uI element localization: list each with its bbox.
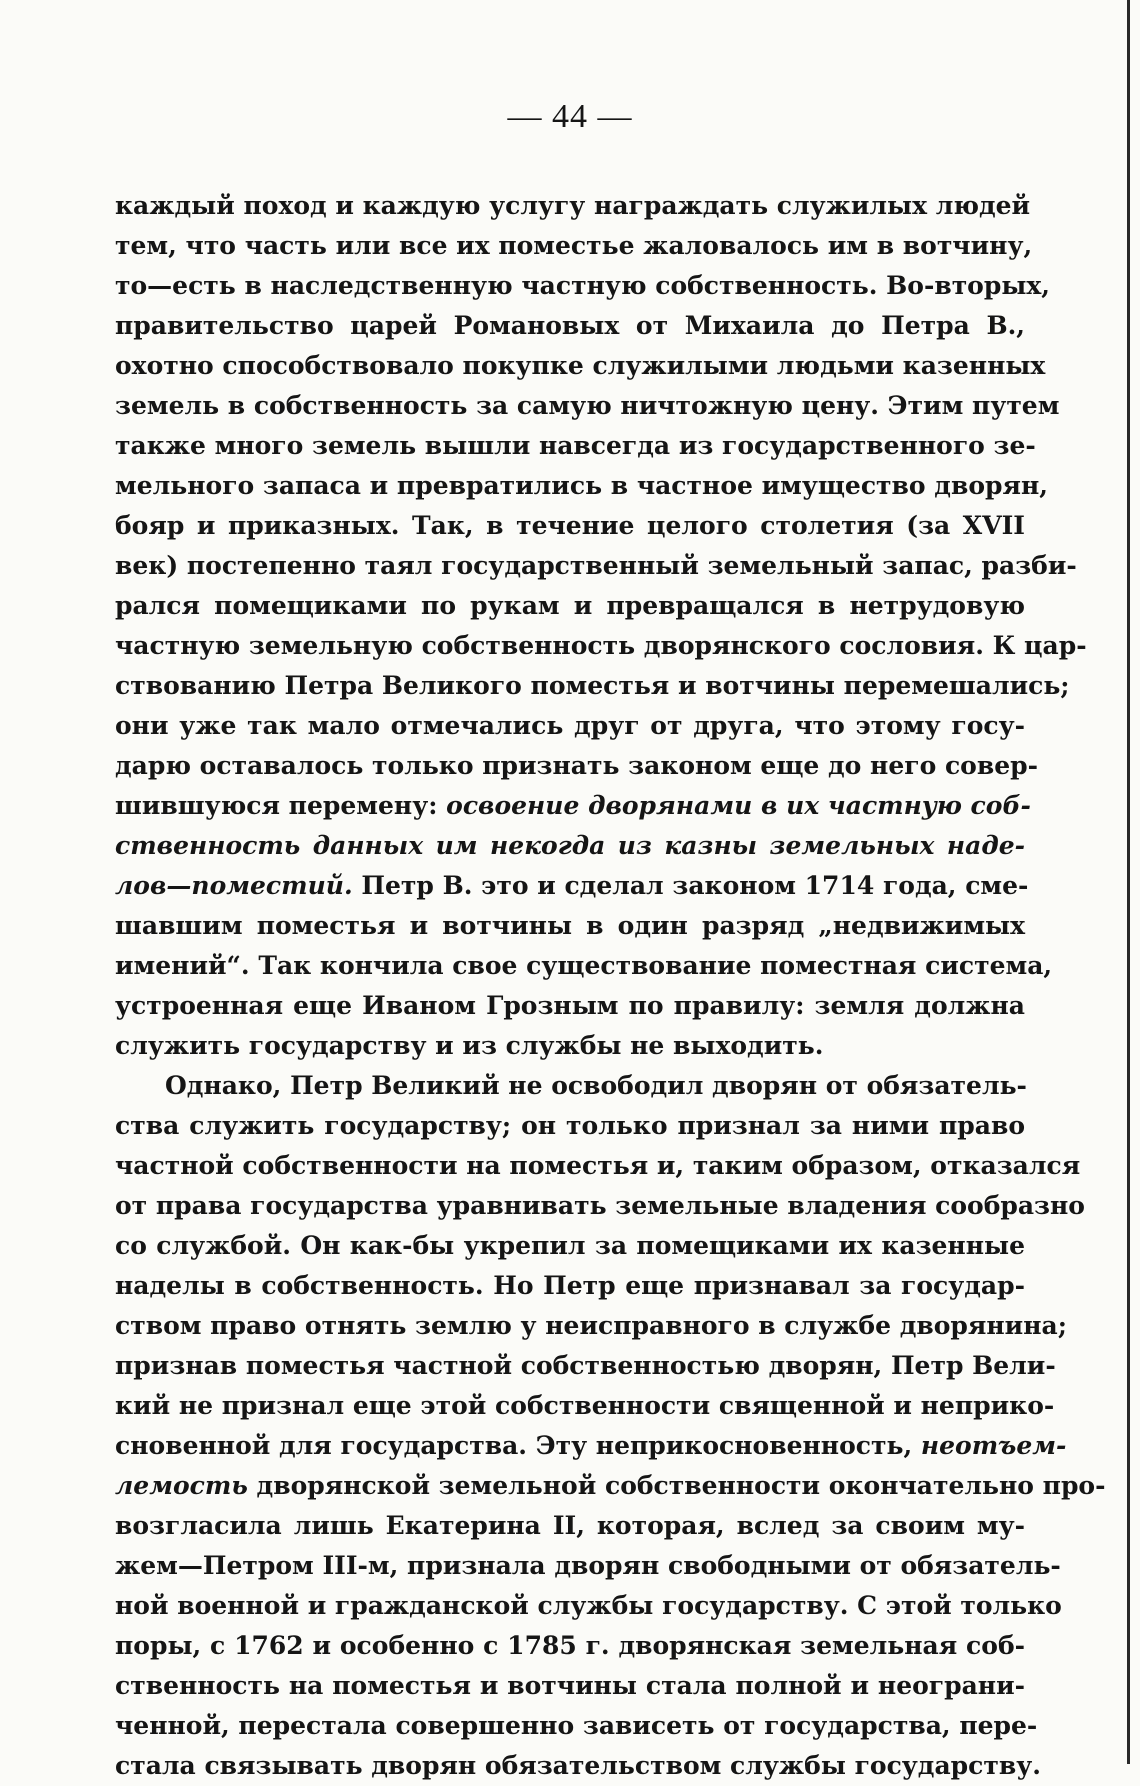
italic-run: лов—поместий. <box>115 871 353 900</box>
text-line: шавшим поместья и вотчины в один разряд „недвижимых <box>115 911 1025 940</box>
text-line: рался помещиками по рукам и превращался в нетрудовую <box>115 591 1025 620</box>
text-line: они уже так мало отмечались друг от друга, что этому госу- <box>115 711 1025 740</box>
text-line: жем—Петром III-м, признала дворян свободными от обязатель- <box>115 1551 1061 1580</box>
text-line: правительство царей Романовых от Михаила до Петра В., <box>115 311 1025 340</box>
text-line: поры, с 1762 и особенно с 1785 г. дворянская земельная соб- <box>115 1631 1025 1660</box>
text-run: сновенной для государства. Эту неприкосновенность, <box>115 1431 913 1460</box>
text-line: частной собственности на поместья и, таким образом, отказался <box>115 1151 1081 1180</box>
text-line: частную земельную собственность дворянского сословия. К цар- <box>115 631 1087 660</box>
text-line: охотно способствовало покупке служилыми людьми казенных <box>115 351 1046 380</box>
italic-run: неотъем- <box>920 1431 1067 1460</box>
text-line: ной военной и гражданской службы государству. С этой только <box>115 1591 1062 1620</box>
text-run: шившуюся перемену: <box>115 791 438 820</box>
text-line: возгласила лишь Екатерина II, которая, вслед за своим му- <box>115 1511 1025 1540</box>
text-line: также много земель вышли навсегда из государственного зе- <box>115 431 1036 460</box>
text-line: земель в собственность за самую ничтожную цену. Этим путем <box>115 391 1060 420</box>
text-line <box>115 826 1025 866</box>
body-text <box>115 186 1106 1786</box>
text-line: бояр и приказных. Так, в течение целого столетия (за XVII <box>115 511 1025 540</box>
text-line: признав поместья частной собственностью дворян, Петр Вели- <box>115 1351 1056 1380</box>
text-line: от права государства уравнивать земельные владения сообразно <box>115 1191 1085 1220</box>
text-line: дарю оставалось только признать законом еще до него совер- <box>115 751 1038 780</box>
text-run: Петр В. это и сделал законом 1714 года, сме- <box>361 871 1029 900</box>
text-line: со службой. Он как-бы укрепил за помещиками их казенные <box>115 1231 1025 1260</box>
page-edge-line <box>1127 0 1130 1764</box>
text-line: ства служить государству; он только признал за ними право <box>115 1111 1025 1140</box>
text-line <box>115 1466 1106 1506</box>
italic-run: ственность данных им некогда из казны земельных наде- <box>115 831 1025 860</box>
text-line: ственность на поместья и вотчины стала полной и неограни- <box>115 1671 1025 1700</box>
text-line: мельного запаса и превратились в частное имущество дворян, <box>115 471 1048 500</box>
text-line: то—есть в наследственную частную собственность. Во-вторых, <box>115 271 1051 300</box>
text-line: служить государству и из службы не выходить. <box>115 1031 824 1060</box>
text-line: устроенная еще Иваном Грозным по правилу: земля должна <box>115 991 1025 1020</box>
text-line: тем, что часть или все их поместье жаловалось им в вотчину, <box>115 231 1033 260</box>
text-line: наделы в собственность. Но Петр еще признавал за государ- <box>115 1271 1025 1300</box>
text-run: дворянской земельной собственности окончательно про- <box>256 1471 1106 1500</box>
text-line <box>115 866 1029 906</box>
italic-run: лемость <box>115 1471 248 1500</box>
text-line: имений“. Так кончила свое существование поместная система, <box>115 951 1053 980</box>
page-number: — 44 — <box>507 98 633 135</box>
text-line: ством право отнять землю у неисправного в службе дворянина; <box>115 1311 1067 1340</box>
text-line: Однако, Петр Великий не освободил дворян от обязатель- <box>165 1071 1027 1100</box>
paragraph <box>115 1066 1106 1786</box>
text-line: ченной, перестала совершенно зависеть от государства, пере- <box>115 1711 1038 1740</box>
paragraph <box>115 186 1087 1066</box>
text-line <box>115 1426 1067 1466</box>
italic-run: освоение дворянами в их частную соб- <box>446 791 1031 820</box>
text-line: стала связывать дворян обязательством службы государству. <box>115 1751 1041 1780</box>
text-line: век) постепенно таял государственный земельный запас, разби- <box>115 551 1077 580</box>
text-line: кий не признал еще этой собственности священной и неприко- <box>115 1391 1055 1420</box>
text-line <box>115 786 1031 826</box>
text-line: ствованию Петра Великого поместья и вотчины перемешались; <box>115 671 1070 700</box>
text-line: каждый поход и каждую услугу награждать служилых людей <box>115 191 1031 220</box>
